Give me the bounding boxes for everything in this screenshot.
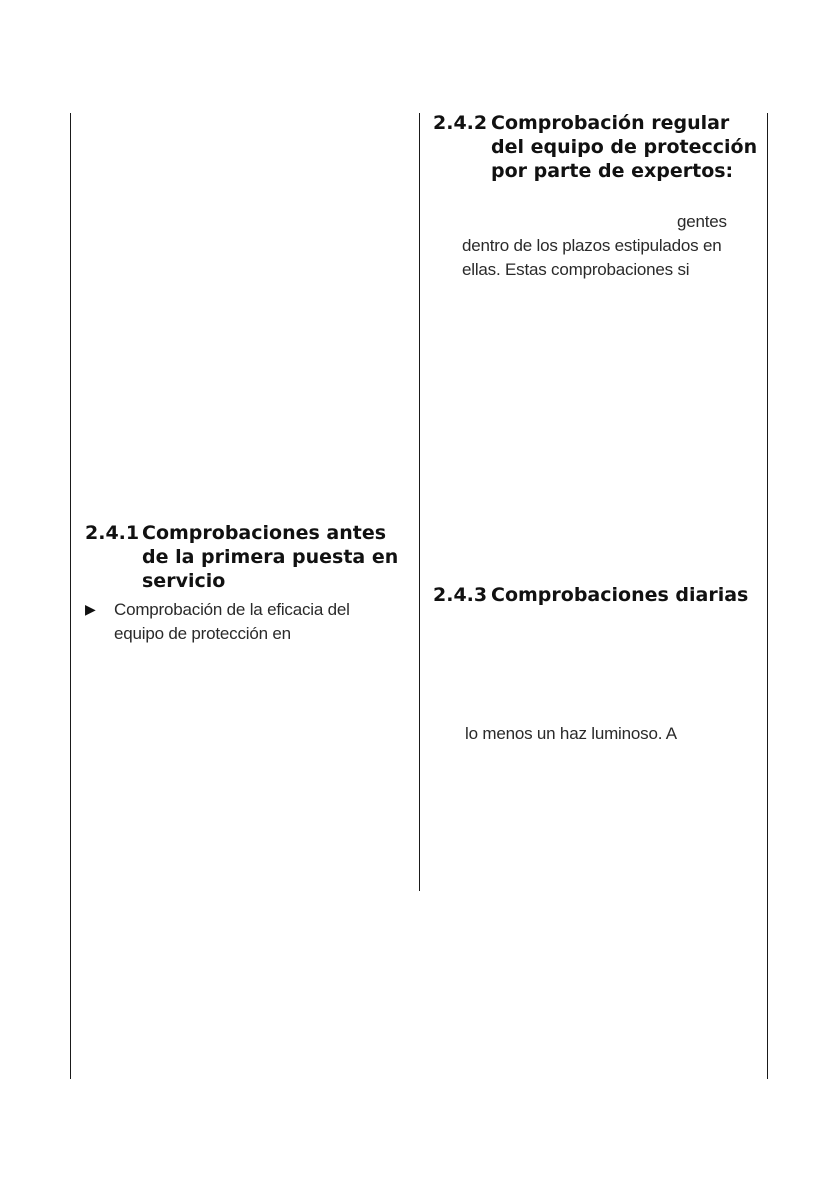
section-number: 2.4.3: [433, 584, 488, 606]
column-divider-rule: [419, 113, 420, 891]
section-title: Comprobación regular del equipo de protección por parte de expertos:: [491, 112, 758, 182]
triangle-bullet-icon: ▶: [85, 602, 96, 618]
section-heading-2-4-2: [433, 111, 758, 183]
right-margin-rule: [767, 113, 768, 1079]
bullet-item-line: equipo de protección en: [114, 624, 291, 643]
paragraph-line: lo menos un haz luminoso. A: [465, 724, 677, 743]
section-title: Comprobaciones diarias: [491, 584, 749, 606]
paragraph-line: dentro de los plazos estipulados en: [462, 236, 722, 255]
left-margin-rule: [70, 113, 71, 1079]
section-heading-2-4-1: [85, 521, 405, 593]
section-heading-2-4-3: [433, 583, 758, 607]
section-title: Comprobaciones antes de la primera puesta en servicio: [142, 522, 399, 592]
bullet-item-line: Comprobación de la eficacia del: [114, 600, 350, 619]
section-number: 2.4.1: [85, 522, 140, 544]
paragraph-line: ellas. Estas comprobaciones si: [462, 260, 690, 279]
paragraph-line: gentes: [677, 212, 727, 231]
section-number: 2.4.2: [433, 112, 488, 134]
